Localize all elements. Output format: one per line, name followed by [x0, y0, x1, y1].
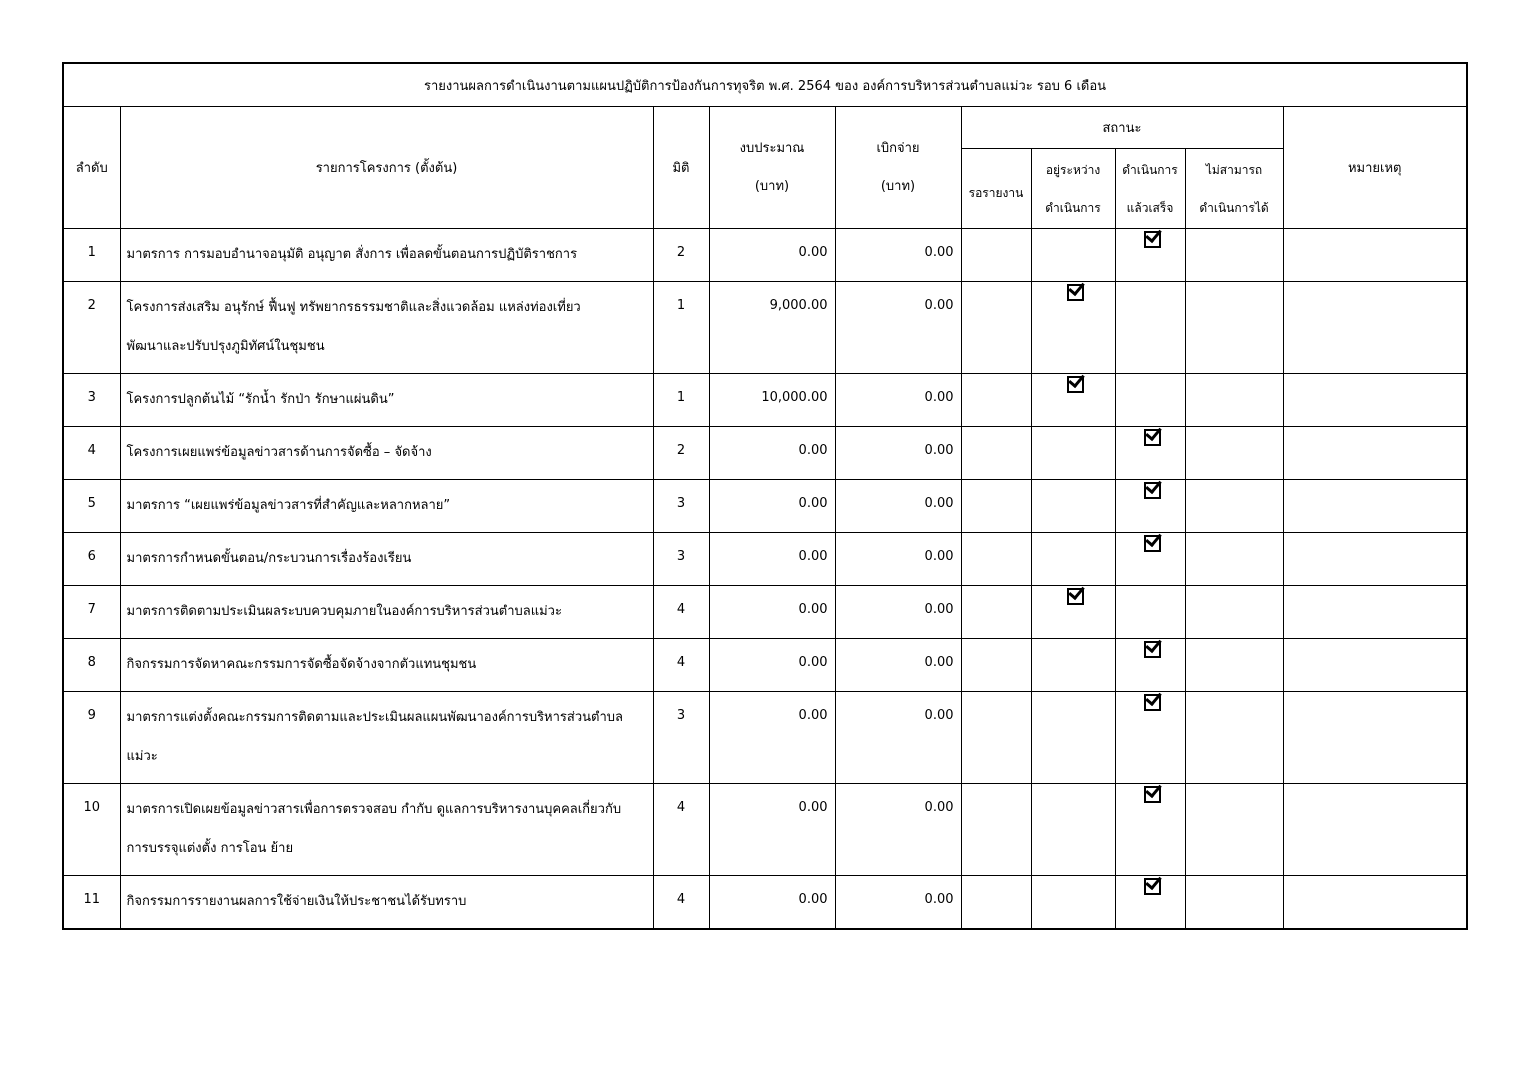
row-status-unable [1185, 480, 1283, 533]
row-status-done [1115, 533, 1185, 586]
row-status-unable [1185, 229, 1283, 282]
row-project-name [120, 533, 653, 586]
row-status-waiting [961, 229, 1031, 282]
header-spent-line1: เบิกจ่าย [876, 140, 920, 156]
row-remarks [1283, 229, 1467, 282]
row-remarks [1283, 282, 1467, 374]
row-status-done [1115, 639, 1185, 692]
row-budget: 0.00 [709, 229, 835, 282]
row-number: 2 [63, 282, 120, 374]
row-number: 8 [63, 639, 120, 692]
header-done-line1: ดำเนินการ [1122, 162, 1178, 177]
table-row [63, 533, 1467, 586]
row-spent: 0.00 [835, 480, 961, 533]
header-unable-line1: ไม่สามารถ [1205, 162, 1263, 177]
row-project-name [120, 480, 653, 533]
row-number: 4 [63, 427, 120, 480]
row-budget: 0.00 [709, 586, 835, 639]
checkbox-checked-icon [1144, 694, 1161, 711]
row-remarks [1283, 692, 1467, 784]
row-dimension: 3 [653, 480, 709, 533]
header-budget-line2: (บาท) [754, 178, 790, 194]
row-status-inprogress [1031, 533, 1115, 586]
checkbox-checked-icon [1144, 641, 1161, 658]
row-project-name [120, 282, 653, 374]
header-budget [709, 107, 835, 229]
row-remarks [1283, 586, 1467, 639]
row-project-name-line: มาตรการ “เผยแพร่ข้อมูลข่าวสารที่สำคัญและหลากหลาย” [126, 498, 451, 513]
row-status-done [1115, 876, 1185, 929]
row-status-waiting [961, 876, 1031, 929]
row-number: 5 [63, 480, 120, 533]
row-number: 6 [63, 533, 120, 586]
row-project-name-line: มาตรการเปิดเผยข้อมูลข่าวสารเพื่อการตรวจสอบ กำกับ ดูแลการบริหารงานบุคคลเกี่ยวกับ [126, 802, 622, 817]
row-status-inprogress [1031, 374, 1115, 427]
row-project-name-line: พัฒนาและปรับปรุงภูมิทัศน์ในชุมชน [126, 339, 325, 354]
checkbox-checked-icon [1067, 376, 1084, 393]
row-status-unable [1185, 374, 1283, 427]
row-spent: 0.00 [835, 282, 961, 374]
checkbox-checked-icon [1144, 429, 1161, 446]
row-remarks [1283, 374, 1467, 427]
row-budget: 0.00 [709, 480, 835, 533]
row-status-done [1115, 784, 1185, 876]
row-status-waiting [961, 639, 1031, 692]
checkbox-checked-icon [1144, 878, 1161, 895]
table-row [63, 692, 1467, 784]
table-row [63, 480, 1467, 533]
row-budget: 0.00 [709, 784, 835, 876]
row-spent: 0.00 [835, 374, 961, 427]
header-inprogress-line1: อยู่ระหว่าง [1045, 162, 1101, 177]
row-status-done [1115, 692, 1185, 784]
table-row [63, 586, 1467, 639]
header-status-inprogress [1031, 149, 1115, 229]
row-project-name [120, 639, 653, 692]
row-dimension: 3 [653, 533, 709, 586]
row-remarks [1283, 533, 1467, 586]
row-dimension: 4 [653, 639, 709, 692]
checkbox-checked-icon [1144, 535, 1161, 552]
row-status-unable [1185, 533, 1283, 586]
row-project-name [120, 876, 653, 929]
row-spent: 0.00 [835, 692, 961, 784]
row-project-name-line: มาตรการแต่งตั้งคณะกรรมการติดตามและประเมินผลแผนพัฒนาองค์การบริหารส่วนตำบล [126, 710, 623, 725]
row-dimension: 2 [653, 229, 709, 282]
row-project-name [120, 784, 653, 876]
row-spent: 0.00 [835, 586, 961, 639]
row-budget: 0.00 [709, 533, 835, 586]
row-budget: 0.00 [709, 639, 835, 692]
row-project-name-line: แม่วะ [126, 749, 158, 764]
table-row [63, 876, 1467, 929]
row-status-waiting [961, 784, 1031, 876]
header-budget-line1: งบประมาณ [739, 140, 805, 156]
row-dimension: 2 [653, 427, 709, 480]
row-dimension: 4 [653, 876, 709, 929]
row-status-inprogress [1031, 586, 1115, 639]
row-status-unable [1185, 784, 1283, 876]
row-status-unable [1185, 586, 1283, 639]
row-project-name [120, 427, 653, 480]
row-project-name-line: มาตรการติดตามประเมินผลระบบควบคุมภายในองค์การบริหารส่วนตำบลแม่วะ [126, 604, 562, 619]
row-status-inprogress [1031, 480, 1115, 533]
row-budget: 10,000.00 [709, 374, 835, 427]
row-budget: 0.00 [709, 427, 835, 480]
row-dimension: 4 [653, 784, 709, 876]
report-table [62, 62, 1468, 930]
row-status-inprogress [1031, 692, 1115, 784]
row-number: 1 [63, 229, 120, 282]
row-project-name [120, 229, 653, 282]
row-status-waiting [961, 282, 1031, 374]
row-status-waiting [961, 427, 1031, 480]
row-spent: 0.00 [835, 533, 961, 586]
row-status-inprogress [1031, 229, 1115, 282]
row-project-name-line: โครงการเผยแพร่ข้อมูลข่าวสารด้านการจัดซื้อ – จัดจ้าง [126, 445, 432, 460]
row-status-done [1115, 229, 1185, 282]
row-status-unable [1185, 876, 1283, 929]
header-status-unable [1185, 149, 1283, 229]
row-budget: 0.00 [709, 876, 835, 929]
row-remarks [1283, 876, 1467, 929]
row-project-name-line: มาตรการ การมอบอำนาจอนุมัติ อนุญาต สั่งการ เพื่อลดขั้นตอนการปฏิบัติราชการ [126, 247, 578, 262]
header-dimension: มิติ [653, 107, 709, 229]
row-number: 11 [63, 876, 120, 929]
row-status-unable [1185, 692, 1283, 784]
header-project: รายการโครงการ (ตั้งต้น) [120, 107, 653, 229]
row-dimension: 1 [653, 374, 709, 427]
row-status-unable [1185, 282, 1283, 374]
row-status-done [1115, 480, 1185, 533]
header-unable-line2: ดำเนินการได้ [1199, 200, 1269, 215]
row-status-waiting [961, 480, 1031, 533]
header-remarks: หมายเหตุ [1283, 107, 1467, 229]
row-project-name [120, 374, 653, 427]
checkbox-checked-icon [1067, 588, 1084, 605]
row-spent: 0.00 [835, 639, 961, 692]
row-remarks [1283, 784, 1467, 876]
table-row [63, 639, 1467, 692]
checkbox-checked-icon [1144, 786, 1161, 803]
header-seq: ลำดับ [63, 107, 120, 229]
header-done-line2: แล้วเสร็จ [1126, 200, 1174, 215]
row-status-waiting [961, 692, 1031, 784]
header-status-done [1115, 149, 1185, 229]
row-status-waiting [961, 374, 1031, 427]
row-dimension: 3 [653, 692, 709, 784]
report-title: รายงานผลการดำเนินงานตามแผนปฏิบัติการป้องกันการทุจริต พ.ศ. 2564 ของ องค์การบริหารส่วนตำบลแม่วะ รอบ 6 เดือน [63, 63, 1467, 107]
header-status: สถานะ [961, 107, 1283, 149]
table-row [63, 282, 1467, 374]
row-project-name-line: โครงการปลูกต้นไม้ “รักน้ำ รักป่า รักษาแผ่นดิน” [126, 392, 395, 407]
row-budget: 0.00 [709, 692, 835, 784]
row-number: 10 [63, 784, 120, 876]
row-project-name-line: กิจกรรมการรายงานผลการใช้จ่ายเงินให้ประชาชนได้รับทราบ [126, 894, 467, 909]
row-status-waiting [961, 586, 1031, 639]
row-project-name-line: กิจกรรมการจัดหาคณะกรรมการจัดซื้อจัดจ้างจากตัวแทนชุมชน [126, 657, 477, 672]
row-spent: 0.00 [835, 229, 961, 282]
table-body [63, 229, 1467, 929]
header-spent-line2: (บาท) [880, 178, 916, 194]
row-status-done [1115, 282, 1185, 374]
row-status-done [1115, 374, 1185, 427]
table-row [63, 229, 1467, 282]
row-number: 7 [63, 586, 120, 639]
row-dimension: 4 [653, 586, 709, 639]
row-status-inprogress [1031, 876, 1115, 929]
row-status-inprogress [1031, 282, 1115, 374]
row-project-name-line: มาตรการกำหนดขั้นตอน/กระบวนการเรื่องร้องเรียน [126, 551, 412, 566]
row-number: 9 [63, 692, 120, 784]
row-status-inprogress [1031, 639, 1115, 692]
table-row [63, 784, 1467, 876]
row-project-name [120, 586, 653, 639]
table-row [63, 427, 1467, 480]
header-spent [835, 107, 961, 229]
row-status-unable [1185, 639, 1283, 692]
row-remarks [1283, 480, 1467, 533]
row-status-done [1115, 586, 1185, 639]
header-inprogress-line2: ดำเนินการ [1045, 200, 1101, 215]
row-status-inprogress [1031, 427, 1115, 480]
checkbox-checked-icon [1067, 284, 1084, 301]
row-remarks [1283, 639, 1467, 692]
row-spent: 0.00 [835, 876, 961, 929]
row-project-name [120, 692, 653, 784]
row-status-unable [1185, 427, 1283, 480]
row-status-waiting [961, 533, 1031, 586]
row-budget: 9,000.00 [709, 282, 835, 374]
row-spent: 0.00 [835, 784, 961, 876]
checkbox-checked-icon [1144, 482, 1161, 499]
checkbox-checked-icon [1144, 231, 1161, 248]
row-status-done [1115, 427, 1185, 480]
row-number: 3 [63, 374, 120, 427]
row-remarks [1283, 427, 1467, 480]
row-spent: 0.00 [835, 427, 961, 480]
row-status-inprogress [1031, 784, 1115, 876]
row-project-name-line: การบรรจุแต่งตั้ง การโอน ย้าย [126, 841, 294, 856]
table-row [63, 374, 1467, 427]
row-project-name-line: โครงการส่งเสริม อนุรักษ์ ฟื้นฟู ทรัพยากรธรรมชาติและสิ่งแวดล้อม แหล่งท่องเที่ยว [126, 300, 581, 315]
row-dimension: 1 [653, 282, 709, 374]
header-status-waiting: รอรายงาน [961, 149, 1031, 229]
